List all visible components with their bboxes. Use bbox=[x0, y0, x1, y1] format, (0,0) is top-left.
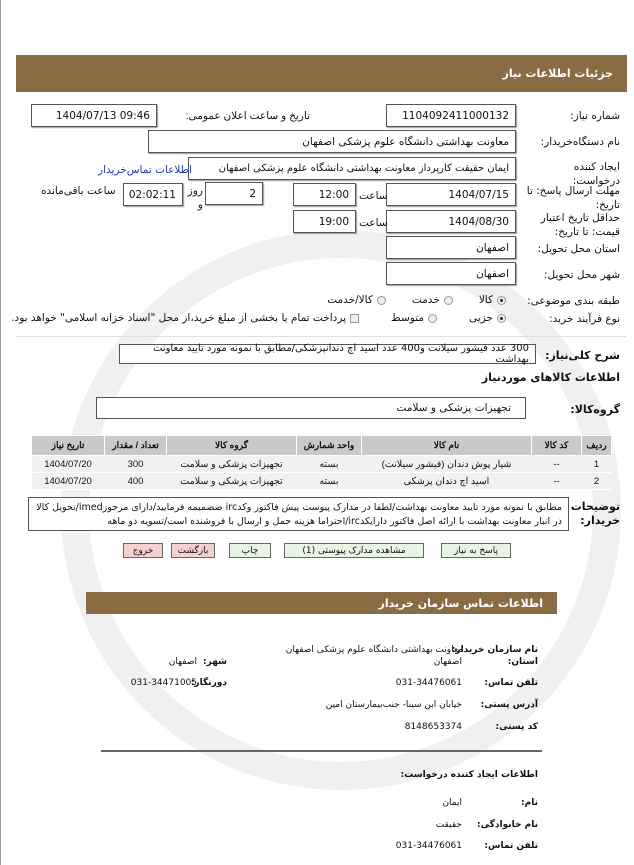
contact-city-label: شهر: bbox=[203, 657, 227, 667]
col-group: گروه کالا bbox=[167, 436, 297, 456]
contact-address-value: خیابان ابن سینا- جنب‌بیمارستان امین bbox=[325, 700, 462, 710]
page-header bbox=[16, 55, 627, 92]
contact-address-label: آدرس پستی: bbox=[480, 700, 538, 710]
goods-group-field: تجهیزات پزشکی و سلامت bbox=[96, 397, 526, 419]
contact-org-value: معاونت بهداشتی دانشگاه علوم پزشکی اصفهان bbox=[285, 645, 463, 655]
goods-table bbox=[31, 435, 612, 490]
remaining-time-field: 02:02:11 bbox=[123, 183, 183, 206]
deadline-time-field: 12:00 bbox=[293, 183, 356, 206]
remaining-label: ساعت باقی‌مانده bbox=[41, 185, 116, 197]
buyer-field: معاونت بهداشتی دانشگاه علوم پزشکی اصفهان bbox=[148, 130, 516, 153]
notes-label: توضیحات خریدار: bbox=[570, 500, 620, 527]
creator-name-label: نام: bbox=[521, 798, 538, 808]
goods-title: اطلاعات کالاهای موردنیاز bbox=[481, 371, 620, 384]
deadline-label: مهلت ارسال پاسخ: تا تاریخ: bbox=[526, 185, 620, 211]
contact-org-label: نام سازمان خریدار: bbox=[451, 645, 538, 655]
validity-time-label: ساعت bbox=[359, 217, 388, 229]
validity-date-field: 1404/08/30 bbox=[386, 210, 516, 233]
need-number-label: شماره نیاز: bbox=[570, 110, 620, 122]
contact-postal-value: 8148653374 bbox=[404, 722, 462, 732]
creator-family-label: نام خانوادگی: bbox=[476, 820, 538, 830]
province-label: استان محل تحویل: bbox=[537, 243, 620, 255]
contact-fax-label: دورنگار: bbox=[190, 678, 227, 688]
contact-province-label: استان: bbox=[507, 657, 538, 667]
process-radio-group bbox=[11, 312, 506, 324]
category-option-service[interactable]: خدمت bbox=[412, 294, 453, 306]
reply-button[interactable]: پاسخ به نیاز bbox=[441, 543, 511, 558]
creator-phone-label: تلفن تماس: bbox=[484, 841, 538, 851]
contact-province-value: اصفهان bbox=[433, 657, 462, 667]
creator-label: ایجاد کننده درخواست: bbox=[572, 161, 620, 187]
contact-phone-value: 031-34476061 bbox=[395, 678, 462, 688]
announce-label: تاریخ و ساعت اعلان عمومی: bbox=[185, 110, 310, 122]
divider bbox=[101, 750, 542, 752]
contact-header bbox=[86, 592, 557, 614]
table-row: 2 -- اسید اچ دندان پزشکی بسته تجهیزات پزشکی و سلامت 400 1404/07/20 bbox=[32, 473, 612, 490]
creator-field: ایمان حقیقت کارپرداز معاونت بهداشتی دانشگاه علوم پزشکی اصفهان bbox=[188, 157, 516, 180]
table-row: 1 -- شیار پوش دندان (فیشور سیلانت) بسته تجهیزات پزشکی و سلامت 300 1404/07/20 bbox=[32, 456, 612, 473]
summary-field: 300 عدد فیشور سیلانت و400 عدد اسید اچ دندانپزشکی/مطابق با نمونه مورد تایید معاونت بهداشت bbox=[119, 344, 536, 364]
creator-info-title: اطلاعات ایجاد کننده درخواست: bbox=[400, 770, 538, 780]
col-qty: تعداد / مقدار bbox=[105, 436, 167, 456]
treasury-payment-checkbox[interactable]: پرداخت تمام یا بخشی از مبلغ خرید،از محل "اسناد خزانه اسلامی" خواهد بود. bbox=[11, 312, 359, 324]
announce-field: 1404/07/13 09:46 bbox=[31, 104, 157, 127]
creator-name-value: ایمان bbox=[442, 798, 462, 808]
city-label: شهر محل تحویل: bbox=[544, 269, 620, 281]
goods-group-label: گروه‌کالا: bbox=[570, 403, 620, 416]
need-number-field: 1104092411000132 bbox=[386, 104, 516, 127]
page-title: جزئیات اطلاعات نیاز bbox=[502, 67, 613, 80]
contact-postal-label: کد پستی: bbox=[495, 722, 538, 732]
process-option-medium[interactable]: متوسط bbox=[391, 312, 437, 324]
validity-time-field: 19:00 bbox=[293, 210, 356, 233]
summary-label: شرح کلی‌نیاز: bbox=[545, 349, 620, 362]
col-name: نام کالا bbox=[362, 436, 532, 456]
process-label: نوع فرآیند خرید: bbox=[549, 313, 620, 325]
col-unit: واحد شمارش bbox=[297, 436, 362, 456]
category-option-both[interactable]: کالا/خدمت bbox=[327, 294, 386, 306]
category-radio-group bbox=[327, 294, 506, 306]
back-button[interactable]: بازگشت bbox=[171, 543, 215, 558]
city-field: اصفهان bbox=[386, 262, 516, 285]
contact-fax-value: 031-34471005 bbox=[130, 678, 197, 688]
col-date: تاریخ نیاز bbox=[32, 436, 105, 456]
col-row: ردیف bbox=[582, 436, 612, 456]
category-option-goods[interactable]: کالا bbox=[479, 294, 506, 306]
view-attachments-button[interactable]: مشاهده مدارک پیوستی (1) bbox=[284, 543, 424, 558]
exit-button[interactable]: خروج bbox=[123, 543, 163, 558]
buyer-label: نام دستگاه‌خریدار: bbox=[540, 136, 620, 148]
days-label: روز و bbox=[187, 185, 203, 211]
creator-phone-value: 031-34476061 bbox=[395, 841, 462, 851]
contact-title: اطلاعات تماس سازمان خریدار bbox=[378, 596, 543, 610]
process-option-minor[interactable]: جزیی bbox=[469, 312, 506, 324]
print-button[interactable]: چاپ bbox=[229, 543, 271, 558]
divider bbox=[16, 336, 626, 337]
contact-city-value: اصفهان bbox=[168, 657, 197, 667]
deadline-date-field: 1404/07/15 bbox=[386, 183, 516, 206]
buyer-contact-link[interactable]: اطلاعات تماس‌خریدار bbox=[98, 164, 192, 176]
days-field: 2 bbox=[205, 182, 263, 205]
notes-field: مطابق با نمونه مورد تایید معاونت بهداشت/لطفا در مدارک پیوست پیش فاکتور وکدirc ضضمیمه فرمایید/دارای مرجوزimed/تحویل کالا در انبار معاونت بهداشت با ارائه اصل فاکتور دارایکدirc/احتراما هزینه حمل و ارسال با فروشنده است/تسویه دو ماهه bbox=[28, 497, 569, 531]
validity-label: حداقل تاریخ اعتبار قیمت: تا تاریخ: bbox=[540, 212, 620, 238]
creator-family-value: حقیقت bbox=[435, 820, 462, 830]
col-code: کد کالا bbox=[532, 436, 582, 456]
province-field: اصفهان bbox=[386, 236, 516, 259]
contact-phone-label: تلفن تماس: bbox=[484, 678, 538, 688]
deadline-time-label: ساعت bbox=[359, 190, 388, 202]
category-label: طبقه بندی موضوعی: bbox=[527, 295, 620, 307]
